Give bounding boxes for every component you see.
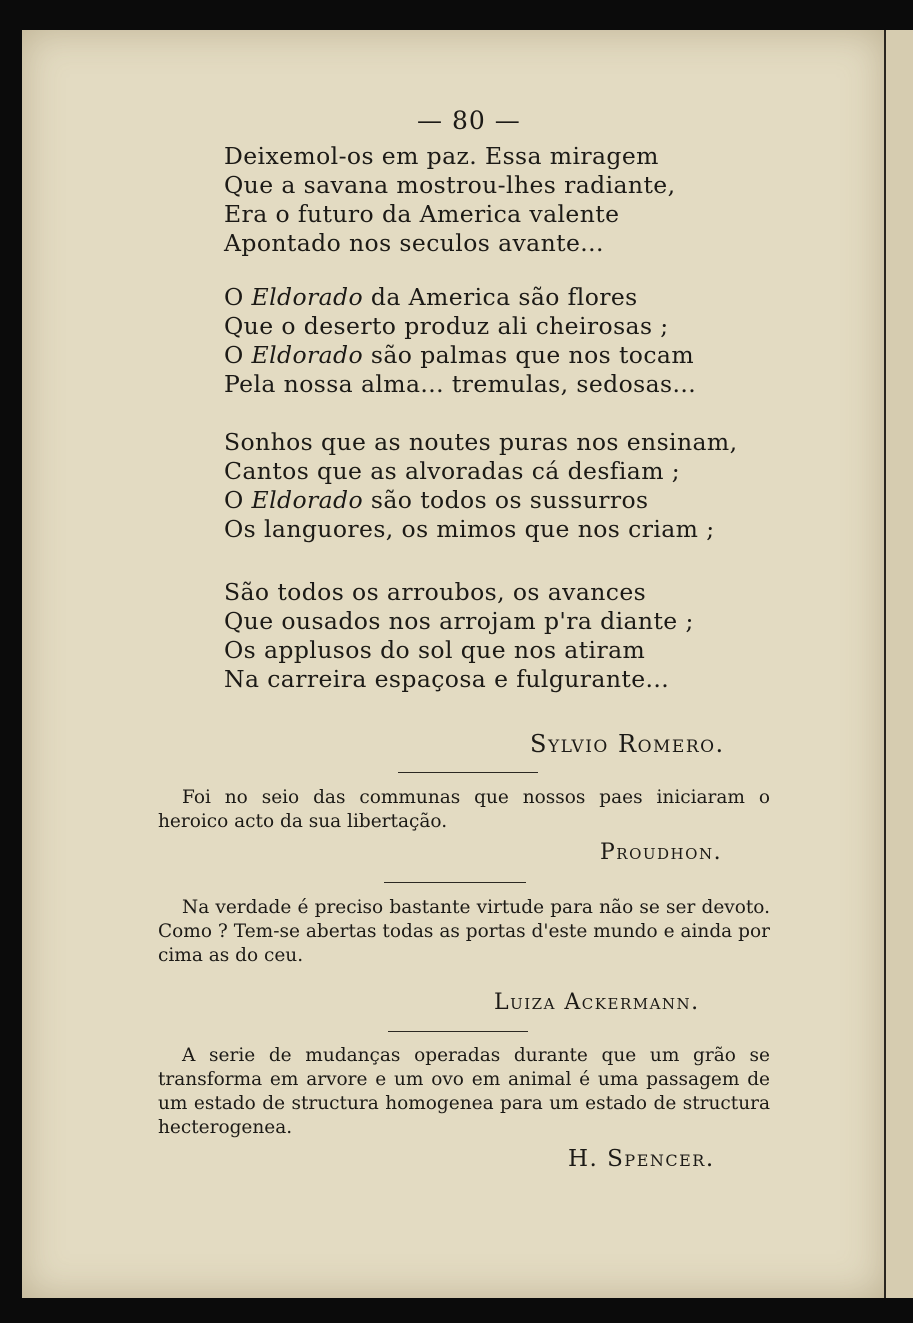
- poem-line-italic: Eldorado: [251, 341, 364, 369]
- page-number: — 80 —: [417, 106, 521, 135]
- poem-line-text: O: [224, 341, 252, 369]
- quote-text: Na verdade é preciso bastante virtude para não se ser devoto. Como ? Tem-se abertas todas as portas d'este mundo e ainda por cima as do ceu.: [158, 897, 770, 966]
- poem-line-text: são todos os sussurros: [363, 486, 649, 514]
- divider-rule: [398, 772, 538, 773]
- poem-line: Era o futuro da America valente: [224, 200, 620, 228]
- poem-line: [224, 312, 824, 341]
- quote-author-2: Luiza Ackermann.: [494, 990, 700, 1015]
- poem-line: Deixemol-os em paz. Essa miragem: [224, 142, 659, 170]
- poem-stanza-3: [224, 428, 824, 544]
- divider-rule: [388, 1031, 528, 1032]
- poem-line: [224, 370, 824, 399]
- facing-page-edge: [886, 30, 913, 1298]
- poem-line: São todos os arroubos, os avances: [224, 578, 647, 606]
- quote-text: A serie de mudanças operadas durante que um grão se transforma em arvore e um ovo em animal é uma passagem de um estado de structura homogenea para um estado de structura hecterogenea.: [158, 1045, 770, 1138]
- quote-author-1: Proudhon.: [600, 840, 723, 865]
- poem-line: Na carreira espaçosa e fulgurante...: [224, 665, 670, 693]
- poem-line-text: O: [224, 283, 252, 311]
- poem-line-text: Que o deserto produz ali cheirosas ;: [224, 312, 669, 340]
- quote-text: Foi no seio das communas que nossos paes iniciaram o heroico acto da sua libertação.: [158, 787, 770, 832]
- poem-line: [224, 457, 824, 486]
- poem-line: Apontado nos seculos avante...: [224, 229, 604, 257]
- poem-stanza-1: [224, 142, 824, 258]
- poem-line: [224, 428, 824, 457]
- poem-line-text: Sonhos que as noutes puras nos ensinam,: [224, 428, 738, 456]
- poem-line-text: Cantos que as alvoradas cá desfiam ;: [224, 457, 681, 485]
- poem-stanza-2: [224, 283, 824, 399]
- poem-line-text: são palmas que nos tocam: [363, 341, 695, 369]
- poem-line-italic: Eldorado: [251, 486, 364, 514]
- poem-line: [224, 283, 824, 312]
- poem-line-text: Pela nossa alma... tremulas, sedosas...: [224, 370, 697, 398]
- poem-line: Que ousados nos arrojam p'ra diante ;: [224, 607, 694, 635]
- poem-line: [224, 515, 824, 544]
- poem-line-text: O: [224, 486, 252, 514]
- poem-line: [224, 341, 824, 370]
- poem-line-text: Os languores, os mimos que nos criam ;: [224, 515, 715, 543]
- poem-line: Que a savana mostrou-lhes radiante,: [224, 171, 676, 199]
- poem-stanza-4: [224, 578, 824, 694]
- quote-block-3: [158, 1044, 770, 1140]
- divider-rule: [384, 882, 526, 883]
- quote-block-2: [158, 896, 770, 968]
- quote-author-3: H. Spencer.: [568, 1146, 715, 1172]
- poem-line-italic: Eldorado: [251, 283, 364, 311]
- poem-line: [224, 486, 824, 515]
- quote-block-1: [158, 786, 770, 834]
- poem-author: Sylvio Romero.: [530, 730, 725, 758]
- poem-line: Os applusos do sol que nos atiram: [224, 636, 646, 664]
- book-page: [22, 30, 884, 1298]
- poem-line-text: da America são flores: [363, 283, 638, 311]
